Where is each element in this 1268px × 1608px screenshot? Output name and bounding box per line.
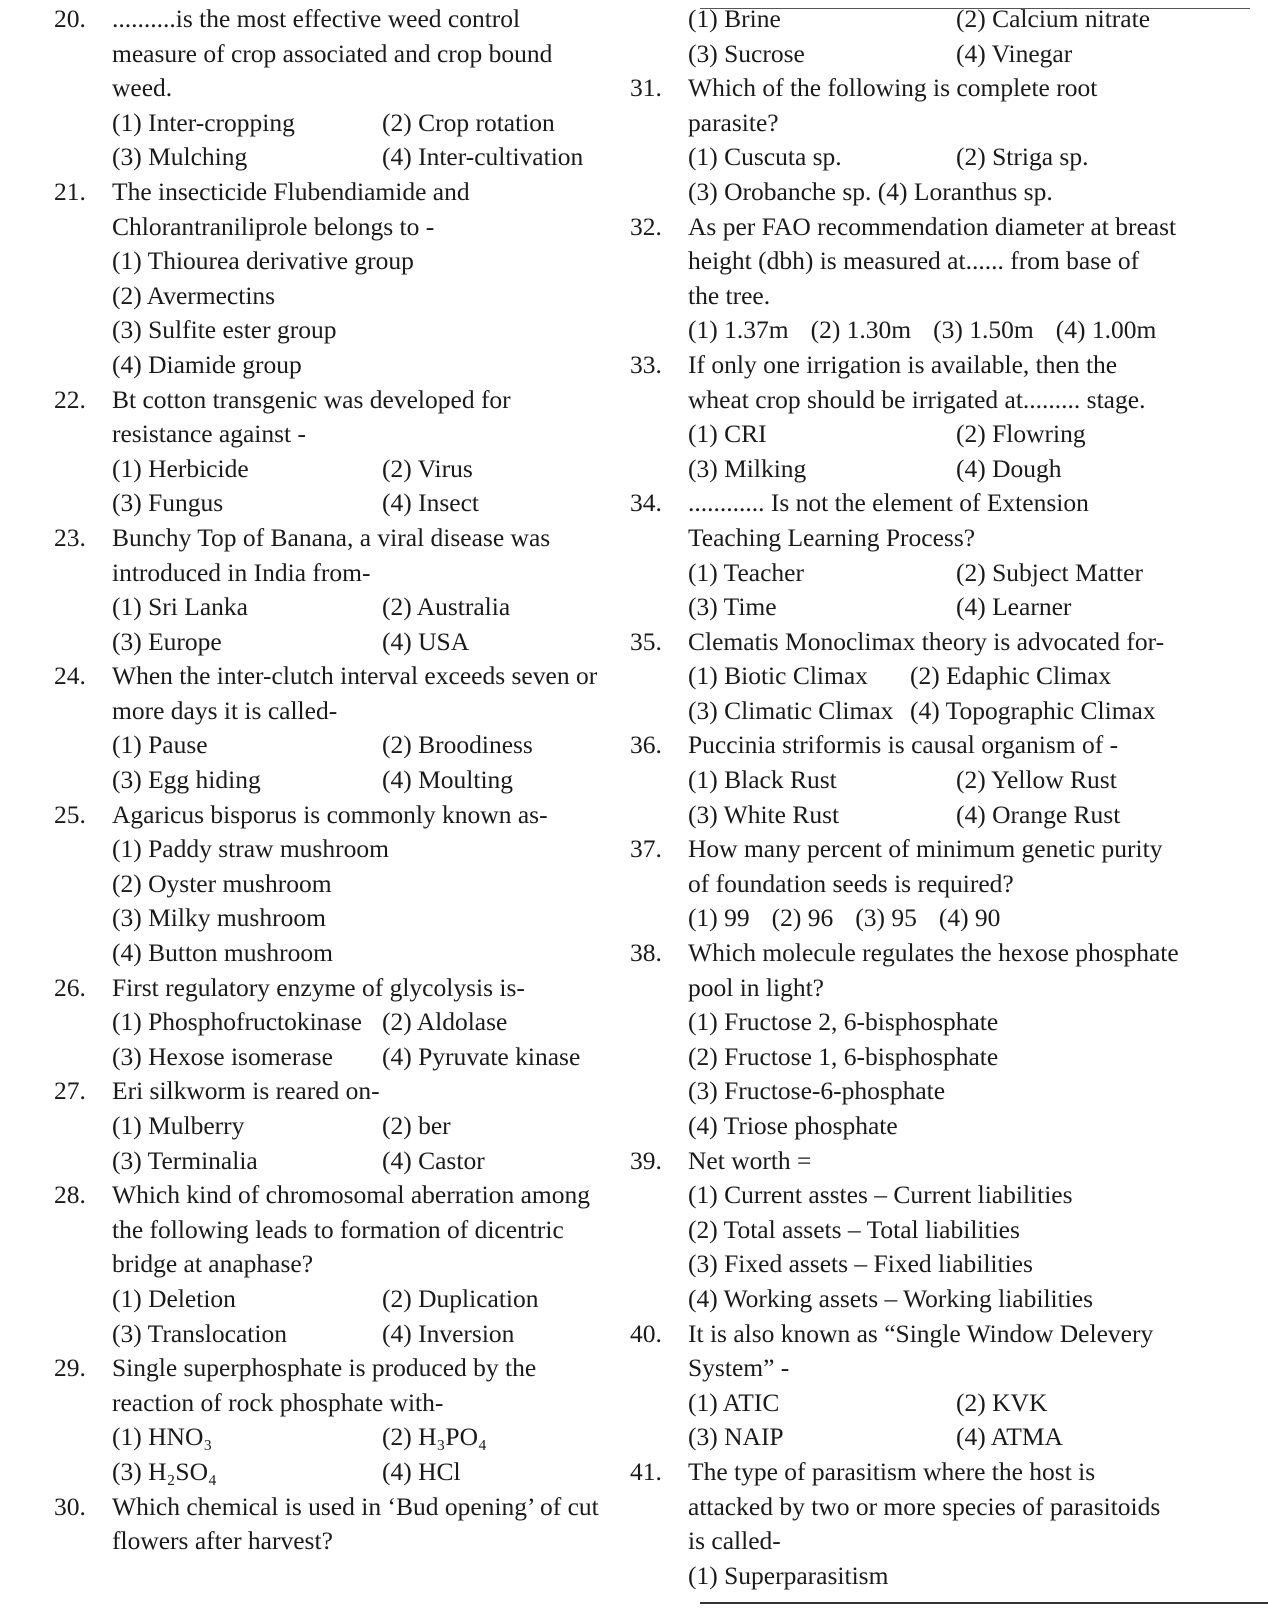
options-group <box>112 452 620 521</box>
option-1: (1) Fructose 2, 6-bisphosphate <box>688 1007 999 1037</box>
question-number: 32. <box>630 211 662 241</box>
option-2: (2) Fructose 1, 6-bisphosphate <box>688 1041 999 1071</box>
options-group <box>688 313 1250 348</box>
question-text: If only one irrigation is available, then the <box>688 349 1118 379</box>
question-27 <box>54 1074 620 1178</box>
options-group <box>112 244 620 382</box>
question-number: 30. <box>54 1491 86 1521</box>
question-body <box>112 1074 620 1178</box>
option-2: (2) Striga sp. <box>956 142 1089 172</box>
option-4: (4) USA <box>382 626 470 656</box>
question-text: wheat crop should be irrigated at......... stage. <box>688 384 1146 414</box>
option-2: (2) Total assets – Total liabilities <box>688 1214 1020 1244</box>
option-2: (2) KVK <box>956 1387 1048 1417</box>
option-3: (3) Sulfite ester group <box>112 315 337 345</box>
bottom-rule <box>700 1602 1268 1604</box>
options-group <box>688 417 1250 486</box>
option-1: (1) Mulberry <box>112 1111 245 1140</box>
question-body <box>688 728 1250 832</box>
question-41 <box>630 1455 1250 1593</box>
question-number: 37. <box>630 834 662 864</box>
question-text: Chlorantraniliprole belongs to - <box>112 211 435 241</box>
option-1: (1) Current asstes – Current liabilities <box>688 1180 1073 1210</box>
option-2: (2) Australia <box>382 592 511 622</box>
question-number: 39. <box>630 1145 662 1175</box>
question-text: The insecticide Flubendiamide and <box>112 176 470 206</box>
question-text: First regulatory enzyme of glycolysis is- <box>112 972 525 1002</box>
option-3: (3) Mulching <box>112 142 248 172</box>
question-text: Which of the following is complete root <box>688 73 1098 103</box>
question-body <box>112 383 620 521</box>
question-body <box>112 521 620 659</box>
question-text: introduced in India from- <box>112 557 371 587</box>
question-text: Eri silkworm is reared on- <box>112 1076 380 1106</box>
option-4: (4) Inter-cultivation <box>382 142 584 172</box>
question-text: Teaching Learning Process? <box>688 522 976 552</box>
option-3: (3) White Rust <box>688 799 840 829</box>
option-3: (3) Egg hiding <box>112 765 261 795</box>
question-text: pool in light? <box>688 972 824 1002</box>
option-4: (4) Vinegar <box>956 38 1073 68</box>
options-group <box>112 106 620 175</box>
question-40 <box>630 1317 1250 1455</box>
options-group <box>688 140 1250 209</box>
option-3: (3) 95 <box>855 903 917 933</box>
question-31 <box>630 71 1250 209</box>
question-34 <box>630 486 1250 624</box>
question-37 <box>630 832 1250 936</box>
question-number: 21. <box>54 176 86 206</box>
option-4: (4) Insect <box>382 488 479 518</box>
question-29 <box>54 1351 620 1489</box>
option-2: (2) Aldolase <box>382 1007 508 1037</box>
options-group <box>688 763 1250 832</box>
question-text: Which kind of chromosomal aberration among <box>112 1180 590 1210</box>
question-text: measure of crop associated and crop bound <box>112 38 553 68</box>
question-number: 27. <box>54 1076 86 1106</box>
option-1: (1) CRI <box>688 419 767 449</box>
question-body <box>688 486 1250 624</box>
question-number: 26. <box>54 972 86 1002</box>
question-23 <box>54 521 620 659</box>
question-35 <box>630 625 1250 729</box>
question-number: 25. <box>54 799 86 829</box>
options-group <box>688 659 1250 728</box>
option-3: (3) Translocation <box>112 1318 287 1348</box>
question-24 <box>54 659 620 797</box>
option-1: (1) Paddy straw mushroom <box>112 834 389 864</box>
option-4: (4) 1.00m <box>1055 315 1157 345</box>
question-body <box>112 659 620 797</box>
option-4: (4) Pyruvate kinase <box>382 1041 581 1071</box>
question-text: Which chemical is used in ‘Bud opening’ of cut <box>112 1491 599 1521</box>
question-body <box>688 348 1250 486</box>
question-20 <box>54 2 620 175</box>
question-text: How many percent of minimum genetic purity <box>688 834 1163 864</box>
question-number: 22. <box>54 384 86 414</box>
option-2: (2) Calcium nitrate <box>956 4 1151 33</box>
option-1: (1) Herbicide <box>112 453 249 483</box>
option-4: (4) Working assets – Working liabilities <box>688 1283 1094 1313</box>
option-4: (4) 90 <box>938 903 1001 933</box>
question-text: height (dbh) is measured at...... from base of <box>688 246 1140 276</box>
options-group <box>112 1109 620 1178</box>
option-1: (1) Biotic Climax <box>688 661 868 691</box>
options-group <box>688 1005 1250 1143</box>
option-3: (3) 1.50m <box>933 315 1034 345</box>
options-group <box>688 1559 1250 1594</box>
options-group <box>688 901 1250 936</box>
options-group <box>688 2 1250 71</box>
option-1: (1) Inter-cropping <box>112 107 295 137</box>
options-group <box>688 556 1250 625</box>
question-36 <box>630 728 1250 832</box>
option-4: (4) Moulting <box>382 765 514 795</box>
option-3: (3) Fungus <box>112 488 224 518</box>
options-group <box>112 1282 620 1351</box>
question-number: 38. <box>630 938 662 968</box>
question-body <box>688 1317 1250 1455</box>
option-1: (1) 1.37m <box>688 315 789 345</box>
option-3: (3) Europe <box>112 626 222 656</box>
option-3: (3) Sucrose <box>688 38 805 68</box>
option-2: (2) Flowring <box>956 419 1086 449</box>
question-body <box>688 1455 1250 1593</box>
options-group <box>112 728 620 797</box>
left-column <box>54 2 620 1559</box>
option-3: (3) Milking <box>688 453 807 483</box>
question-number: 40. <box>630 1318 662 1348</box>
option-2: (2) Yellow Rust <box>956 765 1117 795</box>
question-body <box>688 832 1250 936</box>
question-body <box>112 798 620 971</box>
question-body <box>112 175 620 383</box>
question-body <box>688 1144 1250 1317</box>
question-text: Puccinia striformis is causal organism of - <box>688 730 1119 760</box>
option-3: (3) Hexose isomerase <box>112 1041 333 1071</box>
option-3: (3) Milky mushroom <box>112 903 326 933</box>
question-30-options-continued <box>688 2 1250 71</box>
question-text: Which molecule regulates the hexose phosphate <box>688 938 1179 968</box>
question-number: 41. <box>630 1456 662 1486</box>
option-4: (4) Learner <box>956 592 1072 622</box>
option-2: (2) Subject Matter <box>956 557 1143 587</box>
option-1: (1) Thiourea derivative group <box>112 246 414 276</box>
question-number: 31. <box>630 73 662 103</box>
question-number: 34. <box>630 488 662 518</box>
question-body <box>112 1490 620 1559</box>
option-3: (3) H₂SO₄ <box>112 1456 217 1486</box>
question-text: resistance against - <box>112 419 307 449</box>
question-28 <box>54 1178 620 1351</box>
question-text: more days it is called- <box>112 695 338 725</box>
options-group <box>112 832 620 970</box>
option-2: (2) 1.30m <box>810 315 912 345</box>
option-2: (2) H₃PO₄ <box>382 1422 487 1452</box>
question-text: weed. <box>112 73 173 103</box>
question-body <box>112 1351 620 1489</box>
option-1: (1) Cuscuta sp. <box>688 142 842 172</box>
question-25 <box>54 798 620 971</box>
question-text: is called- <box>688 1526 781 1556</box>
question-number: 29. <box>54 1353 86 1383</box>
question-number: 20. <box>54 4 86 33</box>
option-2: (2) 96 <box>771 903 834 933</box>
option-1: (1) Sri Lanka <box>112 592 248 622</box>
option-1: (1) ATIC <box>688 1387 780 1417</box>
question-text: The type of parasitism where the host is <box>688 1456 1096 1486</box>
question-number: 33. <box>630 349 662 379</box>
question-text: Bunchy Top of Banana, a viral disease was <box>112 522 551 552</box>
option-1: (1) Deletion <box>112 1283 236 1313</box>
right-column <box>630 2 1250 1593</box>
option-1: (1) Teacher <box>688 557 804 587</box>
question-22 <box>54 383 620 521</box>
question-number: 24. <box>54 661 86 691</box>
option-4: (4) Topographic Climax <box>910 695 1156 725</box>
question-text: attacked by two or more species of parasitoids <box>688 1491 1161 1521</box>
options-group <box>112 1005 620 1074</box>
option-2: (2) Broodiness <box>382 730 533 760</box>
option-1: (1) Superparasitism <box>688 1560 889 1590</box>
question-text: As per FAO recommendation diameter at breast <box>688 211 1177 241</box>
option-4: (4) Inversion <box>382 1318 515 1348</box>
question-text: ..........is the most effective weed control <box>112 4 521 33</box>
question-text: of foundation seeds is required? <box>688 868 1014 898</box>
question-number: 35. <box>630 626 662 656</box>
options-group <box>112 1420 620 1489</box>
question-21 <box>54 175 620 383</box>
question-30 <box>54 1490 620 1559</box>
options-group <box>112 590 620 659</box>
question-text: the tree. <box>688 280 771 310</box>
question-text: It is also known as “Single Window Delevery <box>688 1318 1154 1348</box>
question-text: Single superphosphate is produced by the <box>112 1353 537 1383</box>
question-text: Net worth = <box>688 1145 812 1175</box>
option-2: (2) Oyster mushroom <box>112 868 332 898</box>
question-text: reaction of rock phosphate with- <box>112 1387 444 1417</box>
option-3: (3) Orobanche sp. (4) Loranthus sp. <box>688 176 1053 206</box>
option-4: (4) Castor <box>382 1145 485 1175</box>
question-body <box>688 625 1250 729</box>
option-1: (1) HNO₃ <box>112 1422 213 1452</box>
option-1: (1) Phosphofructokinase <box>112 1007 362 1037</box>
question-38 <box>630 936 1250 1144</box>
question-26 <box>54 971 620 1075</box>
option-2: (2) Avermectins <box>112 280 276 310</box>
option-4: (4) Triose phosphate <box>688 1111 898 1140</box>
option-2: (2) ber <box>382 1111 451 1140</box>
option-1: (1) 99 <box>688 903 750 933</box>
option-3: (3) Climatic Climax <box>688 695 894 725</box>
question-text: Agaricus bisporus is commonly known as- <box>112 799 548 829</box>
question-text: Clematis Monoclimax theory is advocated for- <box>688 626 1165 656</box>
option-2: (2) Edaphic Climax <box>910 661 1112 691</box>
question-text: parasite? <box>688 107 779 137</box>
option-2: (2) Virus <box>382 453 473 483</box>
question-32 <box>630 210 1250 348</box>
option-1: (1) Black Rust <box>688 765 837 795</box>
option-3: (3) NAIP <box>688 1422 784 1452</box>
option-3: (3) Fructose-6-phosphate <box>688 1076 946 1106</box>
option-4: (4) Button mushroom <box>112 938 333 968</box>
option-2: (2) Crop rotation <box>382 107 555 137</box>
question-body <box>112 2 620 175</box>
option-1: (1) Pause <box>112 730 208 760</box>
option-4: (4) Orange Rust <box>956 799 1121 829</box>
question-text: Bt cotton transgenic was developed for <box>112 384 511 414</box>
question-text: When the inter-clutch interval exceeds seven or <box>112 661 598 691</box>
question-text: ............ Is not the element of Extension <box>688 488 1089 518</box>
question-body <box>688 936 1250 1144</box>
question-number: 23. <box>54 522 86 552</box>
question-number: 36. <box>630 730 662 760</box>
option-4: (4) ATMA <box>956 1422 1063 1452</box>
option-4: (4) Diamide group <box>112 349 302 379</box>
question-text: flowers after harvest? <box>112 1526 333 1556</box>
question-number: 28. <box>54 1180 86 1210</box>
option-2: (2) Duplication <box>382 1283 539 1313</box>
question-33 <box>630 348 1250 486</box>
option-1: (1) Brine <box>688 4 781 33</box>
options-group <box>688 1386 1250 1455</box>
question-body <box>688 71 1250 209</box>
question-text: bridge at anaphase? <box>112 1249 314 1279</box>
question-text: System” - <box>688 1353 790 1383</box>
question-body <box>688 210 1250 348</box>
options-group <box>688 1178 1250 1316</box>
option-3: (3) Time <box>688 592 777 622</box>
question-39 <box>630 1144 1250 1317</box>
option-4: (4) HCl <box>382 1456 461 1486</box>
question-body <box>112 971 620 1075</box>
question-body <box>112 1178 620 1351</box>
option-3: (3) Terminalia <box>112 1145 258 1175</box>
option-3: (3) Fixed assets – Fixed liabilities <box>688 1249 1033 1279</box>
question-text: the following leads to formation of dicentric <box>112 1214 564 1244</box>
option-4: (4) Dough <box>956 453 1062 483</box>
